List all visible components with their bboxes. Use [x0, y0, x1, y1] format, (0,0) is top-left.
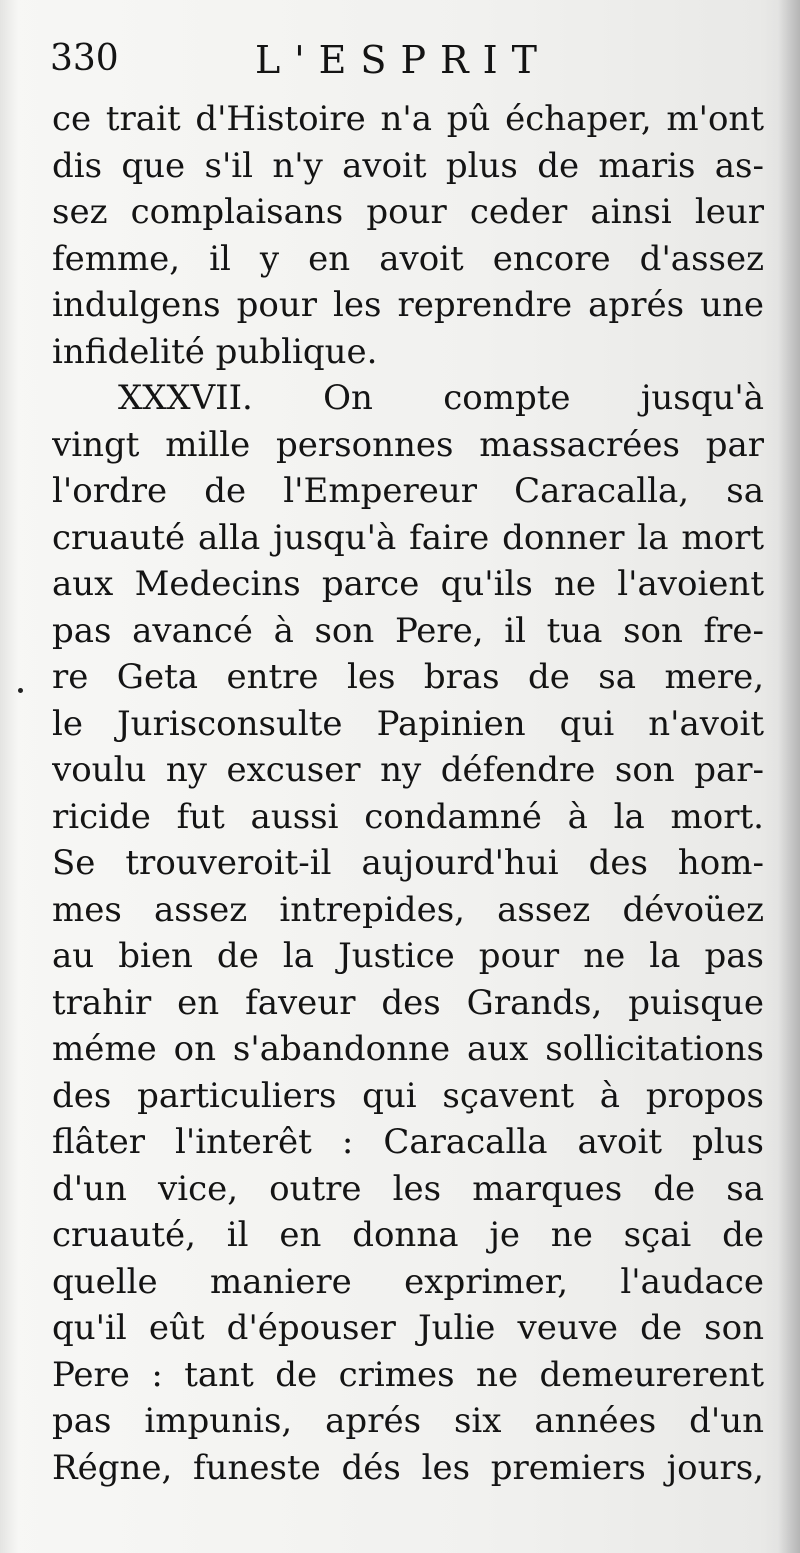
- text-line: vingt mille personnes massacrées par: [52, 424, 764, 465]
- text-line: quelle maniere exprimer, l'audace: [52, 1261, 764, 1302]
- text-line: au bien de la Justice pour ne la pas: [52, 936, 764, 976]
- text-line: trahir en faveur des Grands, puisque: [52, 982, 764, 1023]
- text-line: pas avancé à son Pere, il tua son fre-: [52, 610, 764, 651]
- page-number: 330: [50, 38, 119, 79]
- text-line: pas impunis, aprés six années d'un: [52, 1401, 764, 1441]
- text-line: Pere : tant de crimes ne demeurerent: [52, 1354, 764, 1395]
- text-line: qu'il eût d'épouser Julie veuve de son: [52, 1308, 764, 1348]
- text-line: femme, il y en avoit encore d'assez: [52, 238, 764, 279]
- text-line: sez complaisans pour ceder ainsi leur: [52, 192, 764, 232]
- text-line: Régne, funeste dés les premiers jours,: [52, 1447, 764, 1488]
- text-line: l'ordre de l'Empereur Caracalla, sa: [52, 471, 764, 511]
- text-line: flâter l'interêt : Caracalla avoit plus: [52, 1122, 764, 1162]
- text-line: Se trouveroit-il aujourd'hui des hom-: [52, 843, 764, 883]
- running-title: L'ESPRIT: [255, 38, 551, 82]
- text-line: ricide fut aussi condamné à la mort.: [52, 796, 764, 837]
- text-line: indulgens pour les reprendre aprés une: [52, 285, 764, 325]
- text-line: aux Medecins parce qu'ils ne l'avoient: [52, 564, 764, 604]
- text-line: voulu ny excuser ny défendre son par-: [52, 750, 764, 790]
- text-line: cruauté, il en donna je ne sçai de: [52, 1215, 764, 1255]
- running-head: [50, 38, 750, 94]
- body-text: [52, 96, 764, 1491]
- text-line: le Jurisconsulte Papinien qui n'avoit: [52, 703, 764, 744]
- text-line: ce trait d'Histoire n'a pû échaper, m'ont: [52, 99, 764, 139]
- text-line: méme on s'abandonne aux sollicitations: [52, 1029, 764, 1069]
- margin-ink-dot: [18, 688, 23, 693]
- text-line: d'un vice, outre les marques de sa: [52, 1168, 764, 1209]
- text-line: des particuliers qui sçavent à propos: [52, 1075, 764, 1116]
- text-line: re Geta entre les bras de sa mere,: [52, 657, 764, 697]
- text-line: dis que s'il n'y avoit plus de maris as-: [52, 145, 764, 186]
- page-edge-shadow: [778, 0, 800, 1553]
- section-heading-line: XXXVII. On compte jusqu'à: [118, 378, 764, 418]
- text-line: cruauté alla jusqu'à faire donner la mort: [52, 517, 764, 558]
- text-line: mes assez intrepides, assez dévoüez: [52, 889, 764, 930]
- text-line: infidelité publique.: [52, 331, 378, 372]
- page-gutter-shade: [0, 0, 18, 1553]
